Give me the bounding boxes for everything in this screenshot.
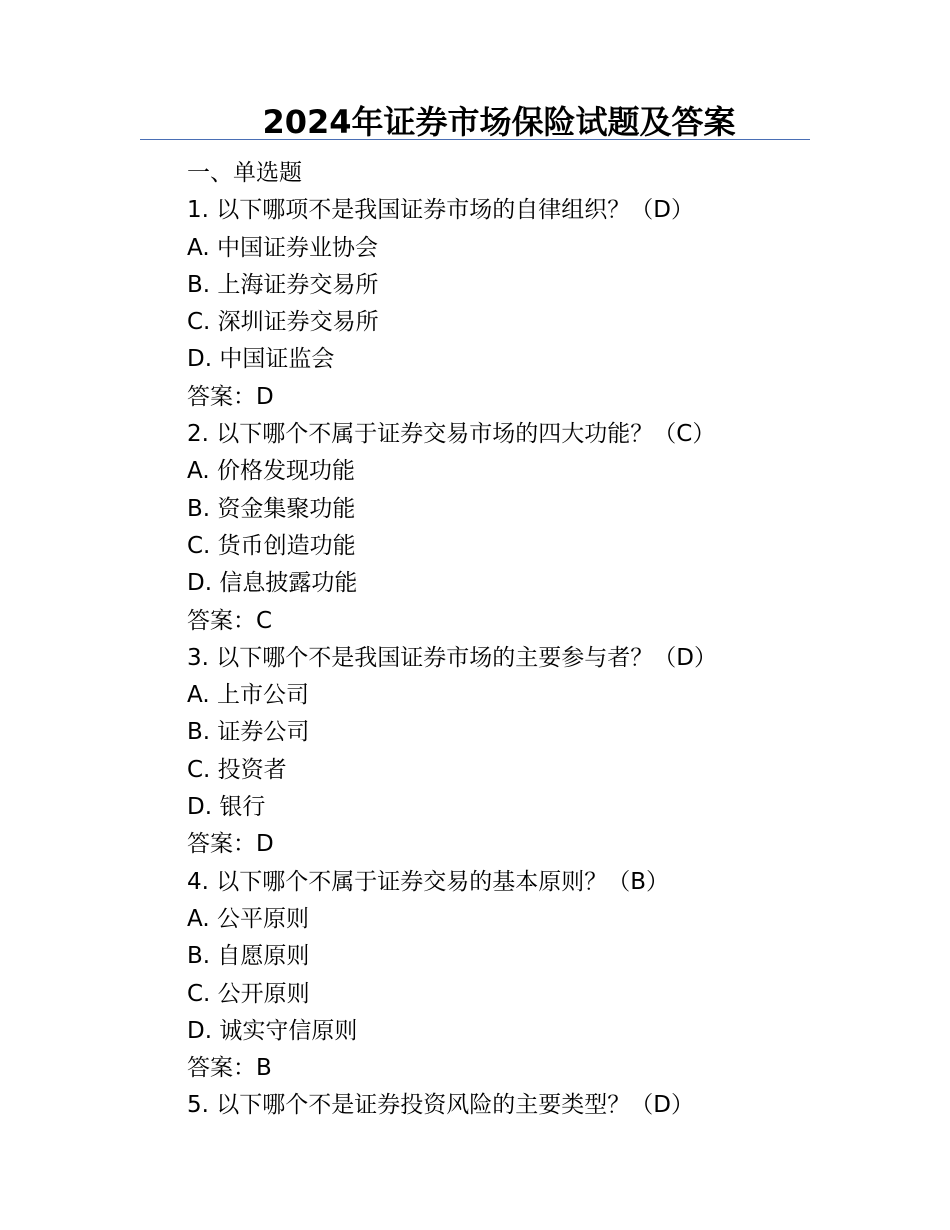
option-a: A. 中国证券业协会 <box>187 234 378 261</box>
option-d: D. 信息披露功能 <box>187 570 358 597</box>
title-underline <box>140 139 810 140</box>
answer-line: 答案：C <box>187 607 273 634</box>
question-block-1 <box>187 192 887 416</box>
option-b: B. 自愿原则 <box>187 943 310 970</box>
option-d: D. 中国证监会 <box>187 346 335 373</box>
question-block-2 <box>187 416 887 640</box>
option-a: A. 价格发现功能 <box>187 458 355 485</box>
question-text: 1. 以下哪项不是我国证券市场的自律组织？（D） <box>187 197 694 224</box>
option-a: A. 上市公司 <box>187 682 309 709</box>
section-heading: 一、单选题 <box>187 160 302 186</box>
document-body <box>187 155 887 1125</box>
option-c: C. 公开原则 <box>187 980 310 1007</box>
option-d: D. 银行 <box>187 794 266 821</box>
option-d: D. 诚实守信原则 <box>187 1017 358 1044</box>
question-text: 5. 以下哪个不是证券投资风险的主要类型？（D） <box>187 1092 694 1119</box>
option-c: C. 货币创造功能 <box>187 532 356 559</box>
option-c: C. 深圳证券交易所 <box>187 309 379 336</box>
option-b: B. 资金集聚功能 <box>187 495 356 522</box>
option-c: C. 投资者 <box>187 756 287 783</box>
answer-line: 答案：B <box>187 1055 272 1082</box>
question-text: 4. 以下哪个不属于证券交易的基本原则？（B） <box>187 868 670 895</box>
answer-line: 答案：D <box>187 831 274 858</box>
document-title: 2024年证券市场保险试题及答案 <box>262 103 736 141</box>
question-block-4 <box>187 864 887 1088</box>
option-b: B. 证券公司 <box>187 719 310 746</box>
question-text: 3. 以下哪个不是我国证券市场的主要参与者？（D） <box>187 644 717 671</box>
option-a: A. 公平原则 <box>187 905 309 932</box>
option-b: B. 上海证券交易所 <box>187 271 379 298</box>
question-block-5 <box>187 1087 887 1124</box>
answer-line: 答案：D <box>187 383 274 410</box>
question-text: 2. 以下哪个不属于证券交易市场的四大功能？（C） <box>187 421 716 448</box>
question-block-3 <box>187 640 887 864</box>
